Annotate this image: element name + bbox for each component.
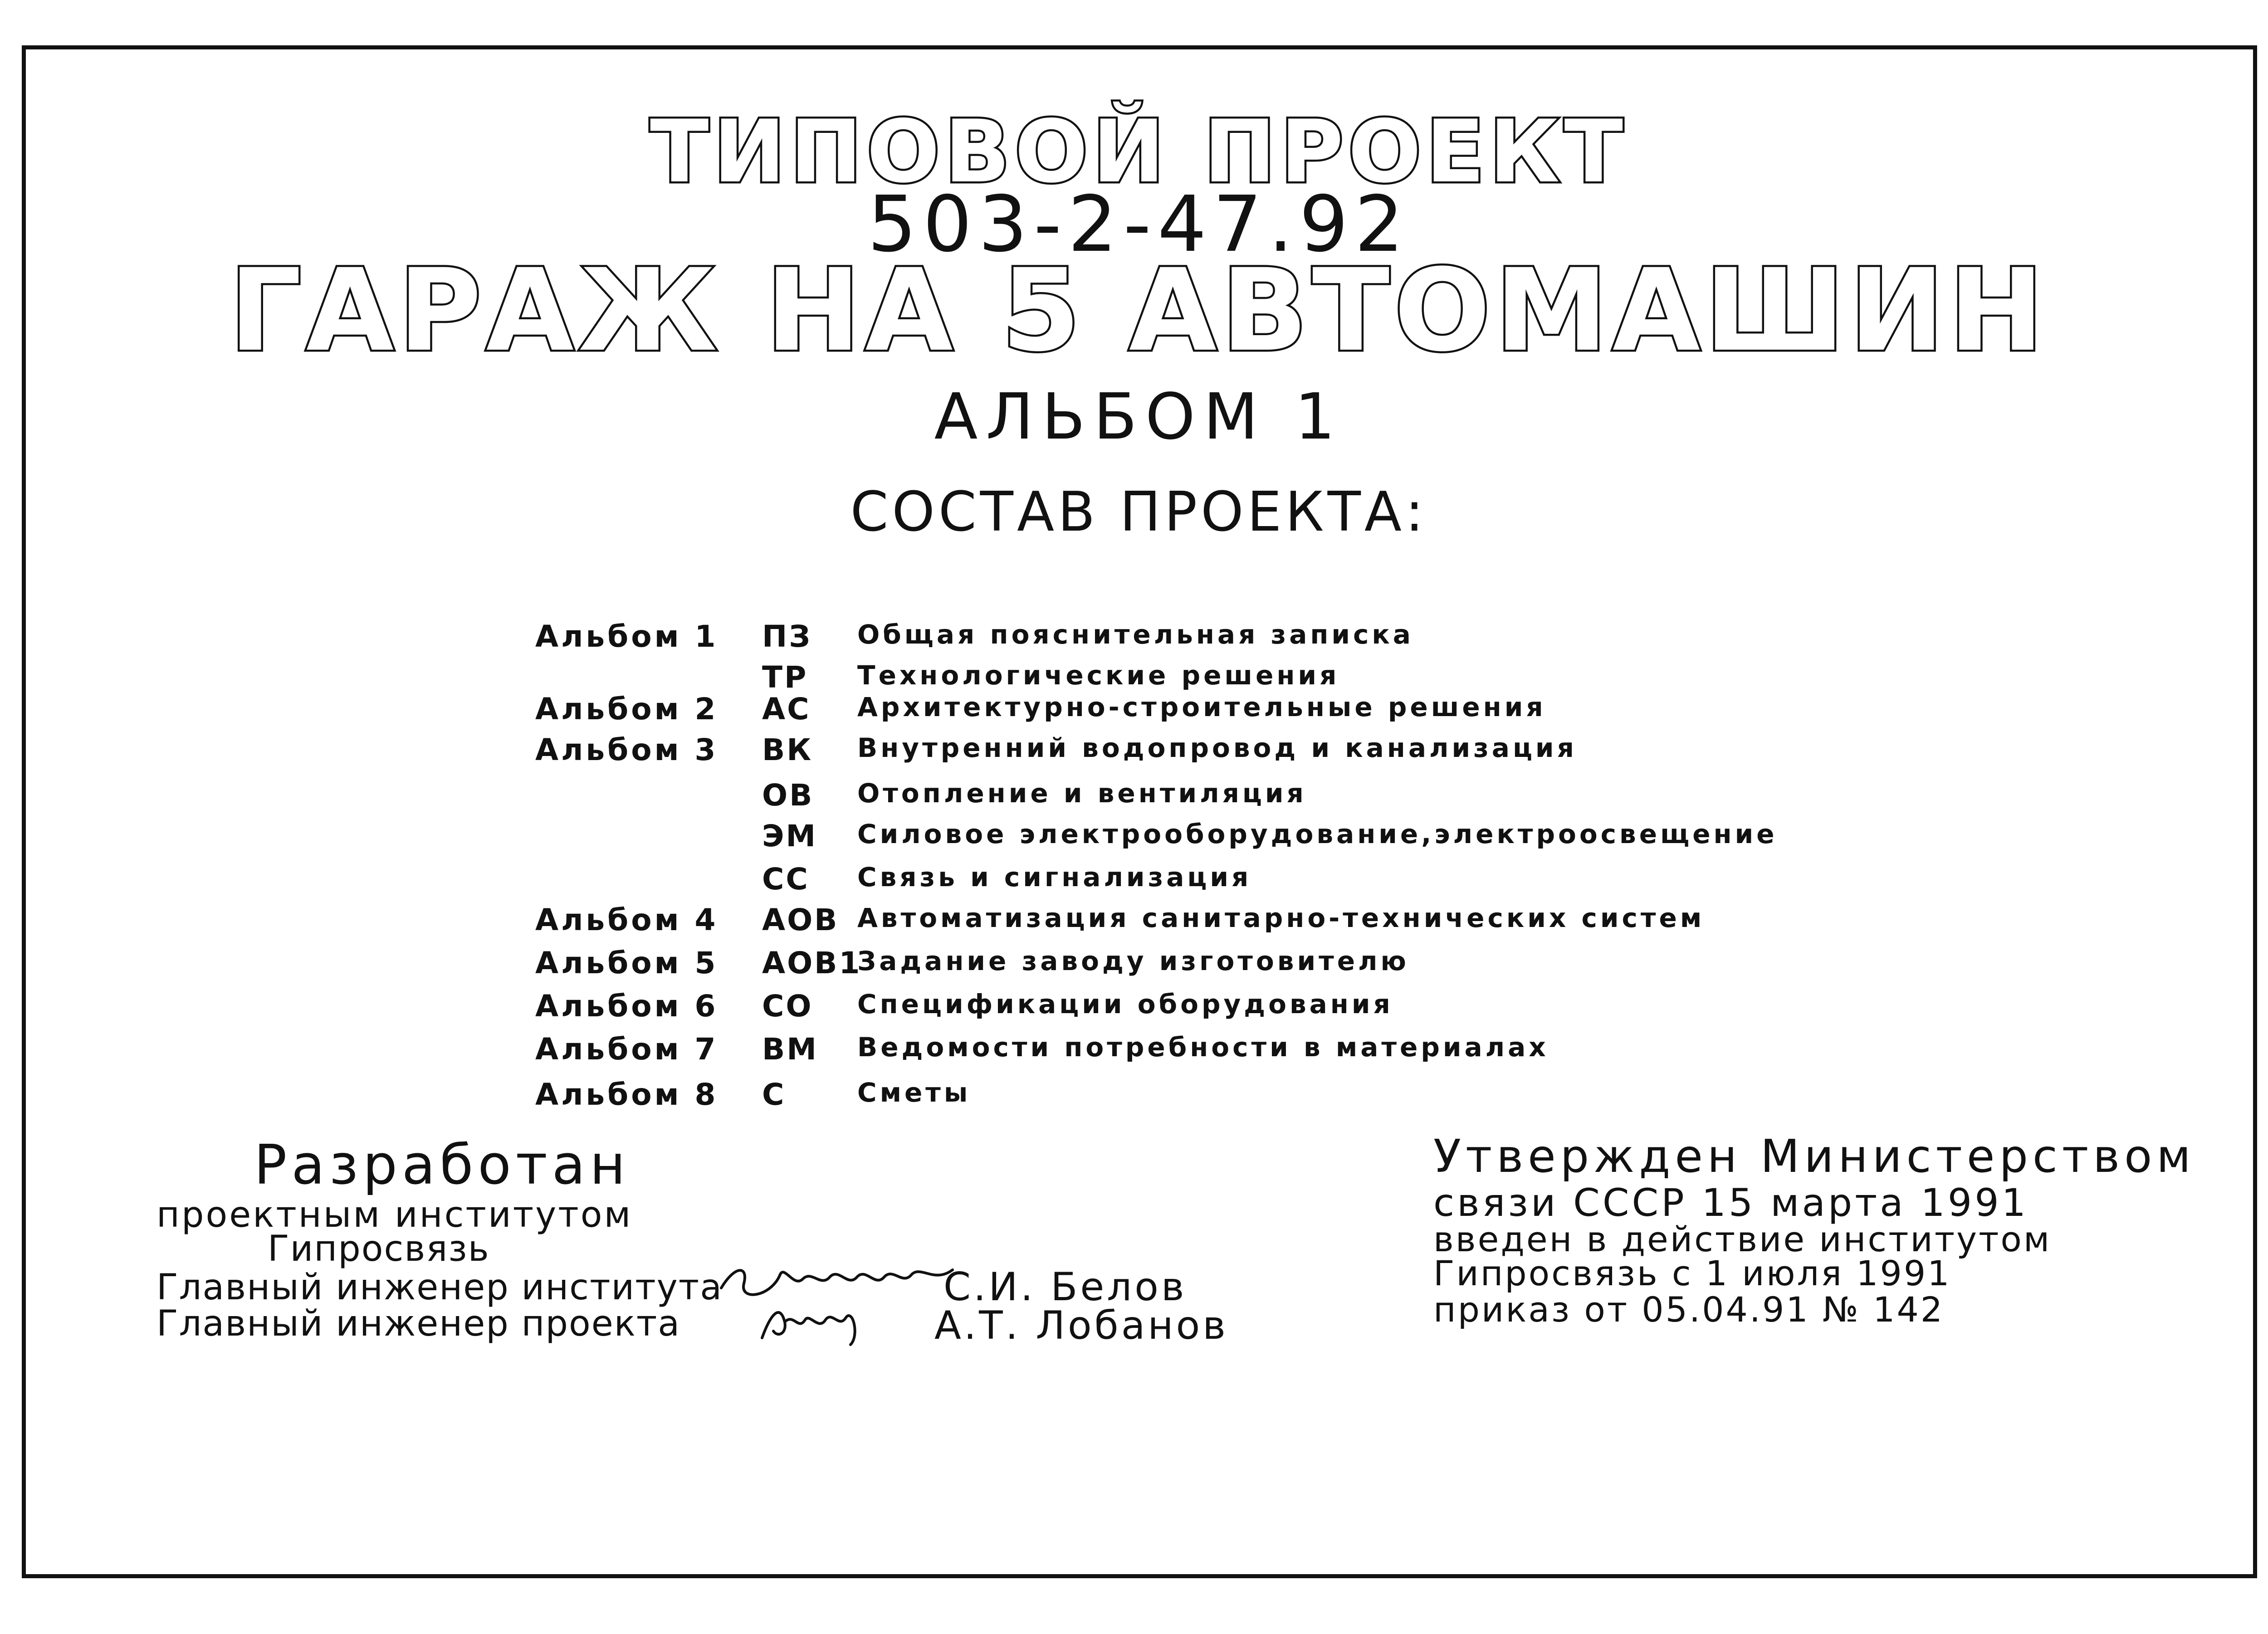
chief-engineer-institute <box>156 1267 723 1308</box>
list-item-code: ТР <box>762 660 808 695</box>
list-item-title: Спецификации оборудования <box>857 989 1393 1019</box>
chief-engineer-institute-label: Главный инженер института <box>156 1267 723 1308</box>
list-item-title: Задание заводу изготовителю <box>857 946 1409 976</box>
list-item-title: Внутренний водопровод и канализация <box>857 732 1577 763</box>
approved-line-5: приказ от 05.04.91 № 142 <box>1433 1289 1945 1330</box>
approved-line-1: Утвержден Министерством <box>1433 1130 2195 1183</box>
project-name: ГАРАЖ НА 5 АВТОМАШИН <box>229 244 2048 376</box>
list-item-title: Силовое электрооборудование,электроосвещение <box>857 819 1778 849</box>
list-item-code: СС <box>762 862 810 897</box>
project-code: 503-2-47.92 <box>867 180 1410 269</box>
chief-engineer-project <box>156 1303 681 1344</box>
list-item-album: Альбом 1 <box>535 619 719 654</box>
list-item-album: Альбом 6 <box>535 989 719 1024</box>
list-item-code: ВК <box>762 732 813 767</box>
list-item-code: ОВ <box>762 778 814 813</box>
list-item-code: АОВ1 <box>762 946 862 980</box>
list-item-title: Технологические решения <box>857 660 1340 691</box>
list-item-code: СО <box>762 989 813 1024</box>
list-item-code: С <box>762 1077 786 1112</box>
list-item-title: Связь и сигнализация <box>857 862 1252 893</box>
list-item-title: Общая пояснительная записка <box>857 619 1414 650</box>
contents-heading: СОСТАВ ПРОЕКТА: <box>850 481 1427 544</box>
list-item-album: Альбом 2 <box>535 692 719 727</box>
developed-institute-name: Гипросвязь <box>268 1229 490 1269</box>
list-item-title: Ведомости потребности в материалах <box>857 1032 1549 1063</box>
list-item-title: Отопление и вентиляция <box>857 778 1307 809</box>
album-number: АЛЬБОМ 1 <box>934 380 1344 454</box>
approved-line-4: Гипросвязь с 1 июля 1991 <box>1433 1253 1951 1293</box>
chief-engineer-institute-name: С.И. Белов <box>943 1264 1187 1310</box>
chief-engineer-project-name: А.Т. Лобанов <box>934 1303 1228 1348</box>
list-item-title: Сметы <box>857 1077 971 1108</box>
list-item-album: Альбом 8 <box>535 1077 719 1112</box>
signature-lobanov <box>753 1295 889 1349</box>
list-item-album: Альбом 3 <box>535 732 719 767</box>
list-item-code: ВМ <box>762 1032 818 1067</box>
chief-engineer-project-label: Главный инженер проекта <box>156 1303 681 1344</box>
approved-line-3: введен в действие институтом <box>1433 1219 2052 1259</box>
list-item-album: Альбом 4 <box>535 902 719 937</box>
list-item-code: АОВ <box>762 902 839 937</box>
developed-institute-label: проектным институтом <box>156 1195 633 1235</box>
list-item-album: Альбом 7 <box>535 1032 719 1067</box>
list-item-title: Автоматизация санитарно-технических систем <box>857 902 1705 933</box>
list-item-code: ЭМ <box>762 819 818 854</box>
list-item-album: Альбом 5 <box>535 946 719 980</box>
list-item-title: Архитектурно-строительные решения <box>857 692 1546 722</box>
approved-line-2: связи СССР 15 марта 1991 <box>1433 1180 2029 1225</box>
list-item-code: ПЗ <box>762 619 812 654</box>
list-item-code: АС <box>762 692 811 727</box>
developed-heading: Разработан <box>254 1134 630 1197</box>
project-type-title: ТИПОВОЙ ПРОЕКТ <box>650 102 1628 202</box>
